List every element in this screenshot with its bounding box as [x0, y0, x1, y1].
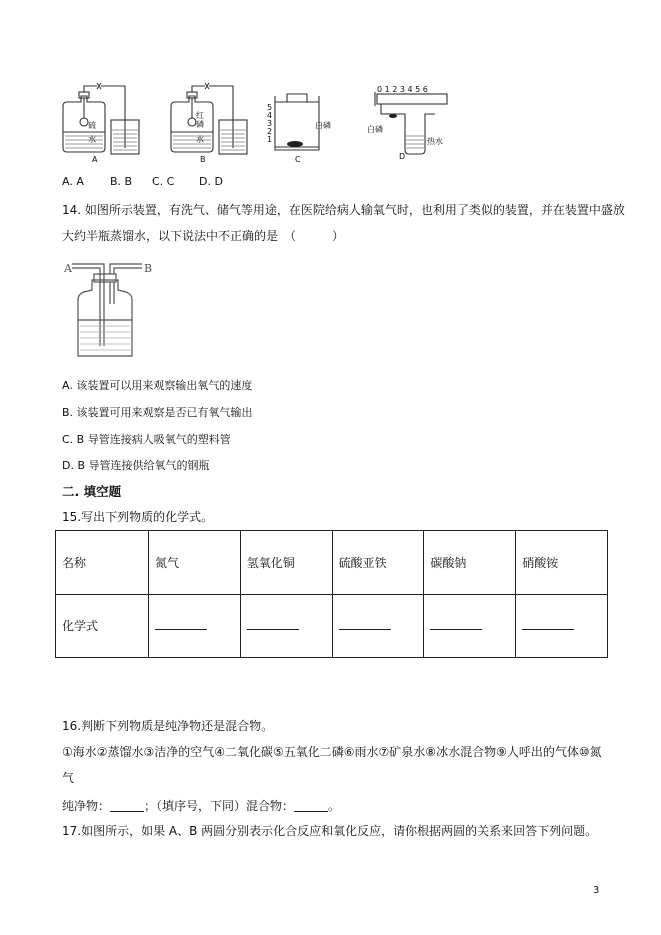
q14-option-b[interactable]: B. 该装置可用来观察是否已有氧气输出	[62, 406, 253, 419]
q13-option-c[interactable]: C. C	[152, 175, 175, 188]
q16-items-line2: 气	[62, 771, 75, 785]
label-water-a: 水	[88, 135, 96, 144]
formula-blank-3[interactable]	[332, 594, 424, 658]
q14-option-a[interactable]: A. 该装置可以用来观察输出氧气的速度	[62, 379, 253, 392]
end-mark: 。	[328, 799, 341, 813]
q13-figure-d	[365, 80, 455, 164]
q14-option-d[interactable]: D. B 导管连接供给氧气的钢瓶	[62, 459, 210, 472]
section-title-fill-in: 二. 填空题	[62, 484, 122, 499]
figure-letter-d: D	[399, 152, 406, 161]
label-hot-water: 热水	[427, 137, 443, 146]
scale-c: 5 4 3 2 1	[267, 103, 273, 144]
formula-blank-5[interactable]	[516, 594, 608, 658]
q14-stem-line2: 大约半瓶蒸馏水，以下说法中不正确的是 （ ）	[62, 229, 345, 243]
apparatus-c-drawing	[265, 92, 345, 164]
label-white-phosphorus-c: 白磷	[315, 121, 331, 130]
formula-blank-4[interactable]	[424, 594, 516, 658]
header-formula: 化学式	[56, 594, 149, 658]
formula-blank-1[interactable]	[149, 594, 241, 658]
figure-letter-b: B	[200, 155, 206, 164]
q16-stem: 16.判断下列物质是纯净物还是混合物。	[62, 719, 274, 733]
page-number: 3	[593, 885, 600, 896]
label-sulfur: 硫	[88, 121, 96, 130]
q13-figure-b	[163, 78, 253, 164]
q13-figure-c	[265, 92, 345, 164]
pure-label: 纯净物：	[62, 799, 111, 813]
q14-option-c[interactable]: C. B 导管连接病人吸氧气的塑料管	[62, 433, 231, 446]
q15-formula-table	[55, 530, 608, 658]
substance-name-4: 碳酸钠	[424, 531, 516, 595]
q16-answer-line	[62, 797, 340, 814]
q14-gas-bottle-figure	[62, 258, 162, 360]
scale-d: 0 1 2 3 4 5 6	[377, 85, 428, 94]
label-white-phosphorus-d: 白磷	[367, 125, 383, 134]
q13-option-a[interactable]: A. A	[62, 175, 84, 188]
substance-name-1: 氮气	[149, 531, 241, 595]
q13-option-d[interactable]: D. D	[199, 175, 223, 188]
substance-name-2: 氢氧化铜	[240, 531, 332, 595]
label-water-b: 水	[196, 135, 204, 144]
figure-letter-c: C	[295, 155, 301, 164]
mixture-blank[interactable]	[294, 801, 328, 812]
label-red-phosphorus: 红磷	[196, 111, 204, 129]
substance-name-5: 硝酸铵	[516, 531, 608, 595]
q16-items-line1: ①海水②蒸馏水③洁净的空气④二氧化碳⑤五氧化二磷⑥雨水⑦矿泉水⑧冰水混合物⑨人呼出的气体⑩氮	[62, 745, 602, 759]
header-name: 名称	[56, 531, 149, 595]
q14-stem-line1: 14. 如图所示装置，有洗气、储气等用途，在医院给病人输氧气时，也利用了类似的装置，并在装置中盛放	[62, 203, 625, 217]
q15-stem: 15.写出下列物质的化学式。	[62, 510, 214, 524]
tube-label-b: B	[144, 262, 153, 275]
formula-blank-2[interactable]	[240, 594, 332, 658]
figure-letter-a: A	[92, 155, 98, 164]
table-row	[56, 531, 608, 595]
note-text: ；（填序号，下同）混合物：	[144, 799, 295, 813]
q13-figure-a	[55, 78, 145, 164]
apparatus-a-drawing	[55, 78, 145, 164]
table-row	[56, 594, 608, 658]
q17-stem: 17.如图所示，如果 A、B 两圆分别表示化合反应和氧化反应，请你根据两圆的关系来回答下列问题。	[62, 824, 598, 838]
tube-label-a: A	[64, 262, 72, 275]
pure-blank[interactable]	[110, 801, 144, 812]
substance-name-3: 硫酸亚铁	[332, 531, 424, 595]
q13-option-b[interactable]: B. B	[110, 175, 133, 188]
apparatus-b-drawing	[163, 78, 253, 164]
